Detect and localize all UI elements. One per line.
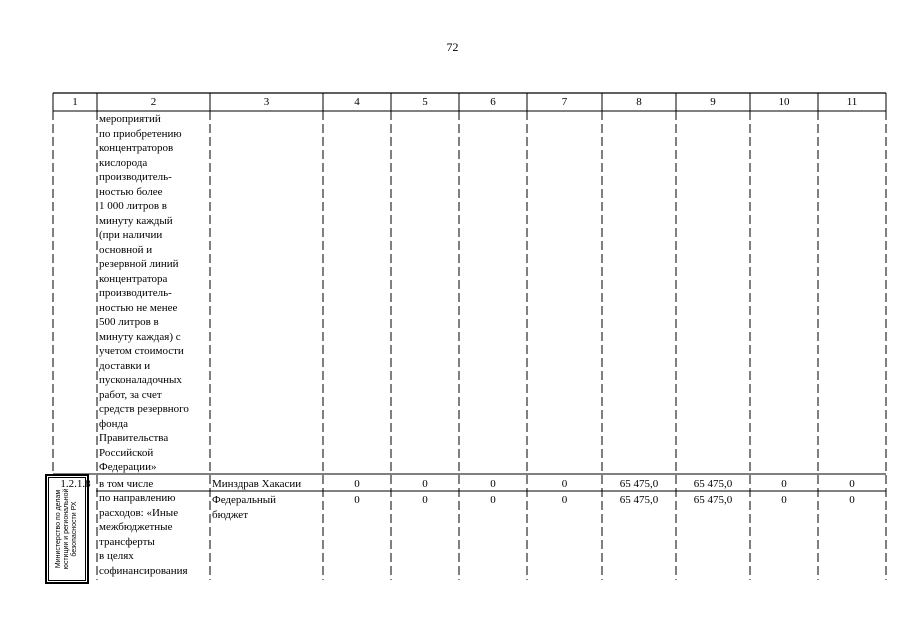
row-a-col7: 0 xyxy=(561,478,568,490)
row-a-col9: 65 475,0 xyxy=(693,478,733,490)
row-b-col8: 65 475,0 xyxy=(619,494,659,506)
row-a-col11: 0 xyxy=(849,478,855,490)
header-col-11: 11 xyxy=(846,96,858,108)
row-a-col10: 0 xyxy=(781,478,787,490)
row-b-budget: Федеральный бюджет xyxy=(212,494,277,521)
row-b-col9: 65 475,0 xyxy=(693,494,733,506)
header-col-2: 2 xyxy=(150,96,157,108)
row-a-number: 1.2.1.8 xyxy=(60,478,91,490)
row-b-col11: 0 xyxy=(849,494,855,506)
row-b-col5: 0 xyxy=(422,494,428,506)
header-col-7: 7 xyxy=(561,96,568,108)
row-a-col8: 65 475,0 xyxy=(619,478,659,490)
row-b-col10: 0 xyxy=(781,494,787,506)
header-col-8: 8 xyxy=(636,96,642,108)
row-a-description: в том числе xyxy=(99,478,154,490)
row-b-col4: 0 xyxy=(354,494,360,506)
header-col-10: 10 xyxy=(778,96,790,108)
page-number: 72 xyxy=(446,40,459,54)
header-col-9: 9 xyxy=(710,96,716,108)
header-col-6: 6 xyxy=(490,96,496,108)
row-b-col7: 0 xyxy=(561,494,568,506)
header-col-4: 4 xyxy=(354,96,360,108)
header-col-5: 5 xyxy=(422,96,428,108)
row-a-col4: 0 xyxy=(354,478,360,490)
row-b-col6: 0 xyxy=(490,494,496,506)
registration-stamp xyxy=(45,474,89,584)
header-col-1: 1 xyxy=(72,96,78,108)
row-a-executor: Минздрав Хакасии xyxy=(212,478,302,490)
header-col-3: 3 xyxy=(263,96,270,108)
row-a-col5: 0 xyxy=(422,478,428,490)
continued-description: мероприятий по приобретению концентраторов кислорода производитель- ностью более 1 000 литров в минуту каждый (при наличии основной и резервной линий концентратора производитель- ностью не менее 500 литров в минуту каждая) с учетом стоимости доставки и пусконаладочных работ, за счет средств резервного фонда Правительства Российской Федерации» xyxy=(99,113,189,473)
row-b-description: по направлению расходов: «Иные межбюджетные трансферты в целях софинансирования xyxy=(99,492,188,577)
row-a-col6: 0 xyxy=(490,478,496,490)
stamp-text: Министерство по делам юстиции и региональной безопасности РХ xyxy=(55,488,78,570)
